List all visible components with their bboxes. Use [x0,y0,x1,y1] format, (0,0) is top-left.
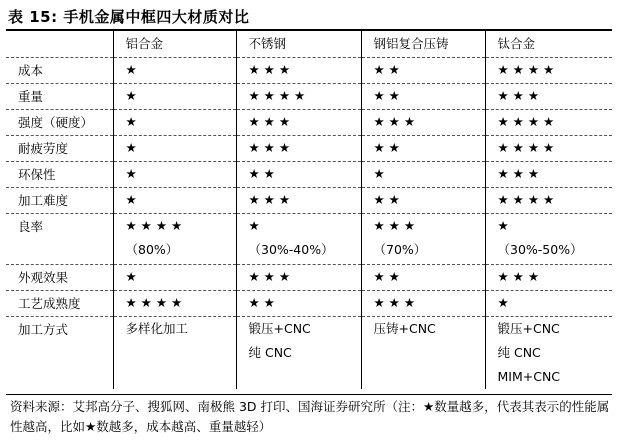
table-cell [361,291,485,317]
cell-value: ★ ★ [248,166,275,181]
cell-value: ★ [497,295,509,310]
cell-subvalue: （70%） [373,242,427,257]
table-row [6,291,612,317]
cell-subvalue: 纯 CNC [248,345,292,360]
cell-subvalue: （80%） [125,242,179,257]
table-cell [113,214,236,265]
table-cell [361,84,485,110]
cell-value: ★ [125,114,137,129]
cell-value: ★ [125,166,137,181]
cell-value: ★ ★ [248,295,275,310]
cell-subvalue: MIM+CNC [497,369,561,384]
table-cell [485,214,612,265]
cell-value: ★ ★ ★ [373,218,416,233]
table-cell [236,214,361,265]
table-cell [113,265,236,291]
cell-value: ★ ★ ★ ★ [125,218,183,233]
table-cell [485,58,612,84]
table-cell [485,162,612,188]
table-cell [113,317,236,390]
column-header: 钢铝复合压铸 [361,31,485,58]
cell-value: ★ ★ ★ ★ [125,295,183,310]
cell-value: ★ ★ ★ ★ [497,192,555,207]
row-label: 环保性 [6,162,113,188]
cell-value: ★ [125,140,137,155]
table-cell [113,110,236,136]
table-row [6,214,612,265]
table-cell [236,188,361,214]
table-cell [361,188,485,214]
cell-value: ★ [248,218,260,233]
table-cell [485,265,612,291]
cell-value: ★ [373,166,385,181]
cell-value: ★ ★ ★ [497,269,540,284]
column-header: 钛合金 [497,36,536,51]
cell-value: ★ ★ ★ [497,88,540,103]
table-cell [113,188,236,214]
cell-subvalue: （30%-40%） [248,242,334,257]
table-header-row [6,31,612,58]
row-label: 成本 [6,58,113,84]
table-cell [361,136,485,162]
cell-value: ★ ★ ★ ★ [497,114,555,129]
table-cell [113,84,236,110]
row-label: 耐疲劳度 [6,136,113,162]
row-label: 加工难度 [6,188,113,214]
column-header-corner [6,31,113,58]
cell-value: ★ ★ ★ [497,166,540,181]
cell-value: ★ ★ ★ ★ [248,88,306,103]
table-cell [485,84,612,110]
table-cell [113,58,236,84]
table-cell [113,291,236,317]
table-row [6,162,612,188]
table-cell [361,110,485,136]
table-cell [361,265,485,291]
cell-value: ★ [125,62,137,77]
cell-subvalue: 纯 CNC [497,345,541,360]
table-cell [113,162,236,188]
source-note: 资料来源：艾邦高分子、搜狐网、南极熊 3D 打印、国海证券研究所（注：★数量越多，代表其表示的性能属性越高，比如★数越多，成本越高、重量越轻） [10,399,610,434]
cell-value: 锻压+CNC [248,321,311,336]
table-cell [485,188,612,214]
table-cell [236,58,361,84]
table-cell [236,265,361,291]
table-cell [361,162,485,188]
table-cell [236,291,361,317]
row-label: 加工方式 [6,317,113,390]
cell-value: ★ ★ ★ [248,269,291,284]
row-label: 重量 [6,84,113,110]
table-row [6,84,612,110]
table-cell [485,291,612,317]
row-label: 外观效果 [6,265,113,291]
column-header: 铝合金 [113,31,236,58]
cell-value: ★ [125,269,137,284]
table-cell [361,58,485,84]
cell-value: ★ ★ ★ [373,295,416,310]
cell-value: ★ ★ ★ ★ [497,62,555,77]
table-cell [236,110,361,136]
cell-value: ★ [125,192,137,207]
cell-value: 压铸+CNC [373,321,436,336]
cell-value: ★ ★ [373,88,400,103]
column-header: 不锈钢 [236,31,361,58]
cell-value: ★ ★ ★ [248,62,291,77]
table-cell [361,317,485,390]
table-cell [236,162,361,188]
table-row [6,110,612,136]
cell-value: ★ ★ [373,192,400,207]
cell-value: ★ ★ [373,269,400,284]
table-cell [236,136,361,162]
table-title: 表 15: 手机金属中框四大材质对比 [8,8,250,26]
row-label: 强度（硬度） [6,110,113,136]
cell-value: ★ [497,218,509,233]
table-cell [361,214,485,265]
cell-value: ★ ★ [373,62,400,77]
table-cell [485,317,612,390]
cell-value: 锻压+CNC [497,321,560,336]
cell-value: ★ ★ ★ [373,114,416,129]
cell-value: ★ ★ ★ ★ [497,140,555,155]
cell-value: ★ [125,88,137,103]
table-row [6,58,612,84]
table-row [6,265,612,291]
material-comparison-table [6,31,612,389]
table-cell [236,317,361,390]
table-cell [485,136,612,162]
cell-value: ★ ★ ★ [248,114,291,129]
table-cell [113,136,236,162]
cell-value: ★ ★ ★ [248,192,291,207]
table-cell [485,110,612,136]
cell-value: ★ ★ ★ [248,140,291,155]
row-label: 良率 [6,214,113,265]
table-row [6,317,612,390]
cell-subvalue: （30%-50%） [497,242,583,257]
source-divider [6,394,612,395]
row-label: 工艺成熟度 [6,291,113,317]
table-cell [236,84,361,110]
cell-value: 多样化加工 [125,321,189,336]
cell-value: ★ ★ [373,140,400,155]
table-row [6,188,612,214]
table-row [6,136,612,162]
